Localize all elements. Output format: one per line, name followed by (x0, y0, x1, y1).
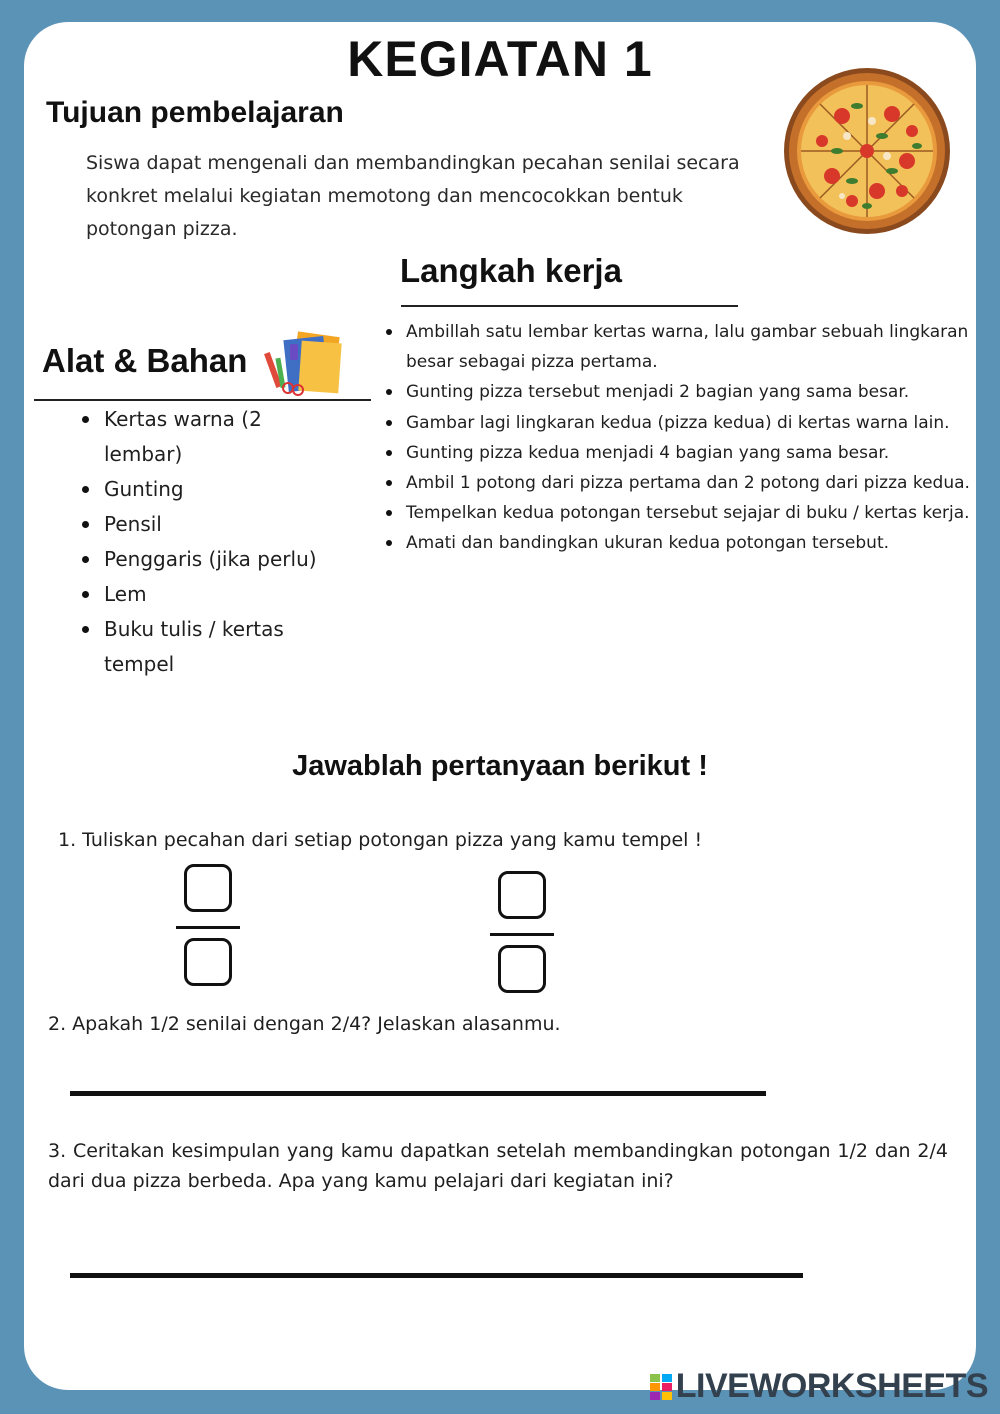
answer-line-2[interactable] (70, 1091, 766, 1096)
alat-item: Lem (82, 577, 337, 612)
worksheet-card (24, 22, 976, 1390)
denominator-input-box[interactable] (498, 945, 546, 993)
tujuan-heading: Tujuan pembelajaran (46, 96, 344, 129)
alat-heading: Alat & Bahan (42, 342, 248, 379)
alat-item: Gunting (82, 472, 337, 507)
liveworksheets-logo (650, 1374, 672, 1400)
tujuan-text: Siswa dapat mengenali dan membandingkan pecahan senilai secara konkret melalui kegiatan memotong dan mencocokkan bentuk potongan pizza. (86, 152, 740, 240)
langkah-item: Tempelkan kedua potongan tersebut sejajar di buku / kertas kerja. (386, 498, 976, 528)
alat-underline (34, 399, 371, 401)
langkah-underline (401, 305, 738, 307)
alat-item: Penggaris (jika perlu) (82, 542, 337, 577)
stationery-icon (264, 328, 350, 398)
langkah-list (386, 317, 976, 559)
fraction-bar (176, 926, 240, 929)
fraction-answer-2 (490, 869, 556, 999)
numerator-input-box[interactable] (184, 864, 232, 912)
alat-item: Pensil (82, 507, 337, 542)
fraction-answer-1 (176, 862, 242, 992)
langkah-item: Gunting pizza tersebut menjadi 2 bagian yang sama besar. (386, 377, 976, 407)
question-1: 1. Tuliskan pecahan dari setiap potongan pizza yang kamu tempel ! (58, 829, 703, 851)
brand-text: LIVEWORKSHEETS (675, 1367, 988, 1405)
fraction-bar (490, 933, 554, 936)
question-2: 2. Apakah 1/2 senilai dengan 2/4? Jelaskan alasanmu. (48, 1013, 561, 1035)
brand-watermark (650, 1367, 988, 1406)
langkah-item: Ambil 1 potong dari pizza pertama dan 2 potong dari pizza kedua. (386, 468, 976, 498)
langkah-item: Gambar lagi lingkaran kedua (pizza kedua) di kertas warna lain. (386, 408, 976, 438)
page-title: KEGIATAN 1 (347, 31, 653, 87)
pizza-image (782, 66, 952, 236)
langkah-item: Amati dan bandingkan ukuran kedua potongan tersebut. (386, 528, 976, 558)
langkah-item: Ambillah satu lembar kertas warna, lalu gambar sebuah lingkaran besar sebagai pizza pertama. (386, 317, 976, 377)
numerator-input-box[interactable] (498, 871, 546, 919)
alat-item: Kertas warna (2 lembar) (82, 402, 337, 472)
questions-heading: Jawablah pertanyaan berikut ! (292, 750, 708, 782)
alat-list (82, 402, 337, 682)
question-3: 3. Ceritakan kesimpulan yang kamu dapatkan setelah membandingkan potongan 1/2 dan 2/4 dari dua pizza berbeda. Apa yang kamu pelajari dari kegiatan ini? (48, 1140, 948, 1192)
alat-item: Buku tulis / kertas tempel (82, 612, 337, 682)
denominator-input-box[interactable] (184, 938, 232, 986)
answer-line-3[interactable] (70, 1273, 803, 1278)
langkah-heading: Langkah kerja (400, 252, 622, 289)
langkah-item: Gunting pizza kedua menjadi 4 bagian yang sama besar. (386, 438, 976, 468)
